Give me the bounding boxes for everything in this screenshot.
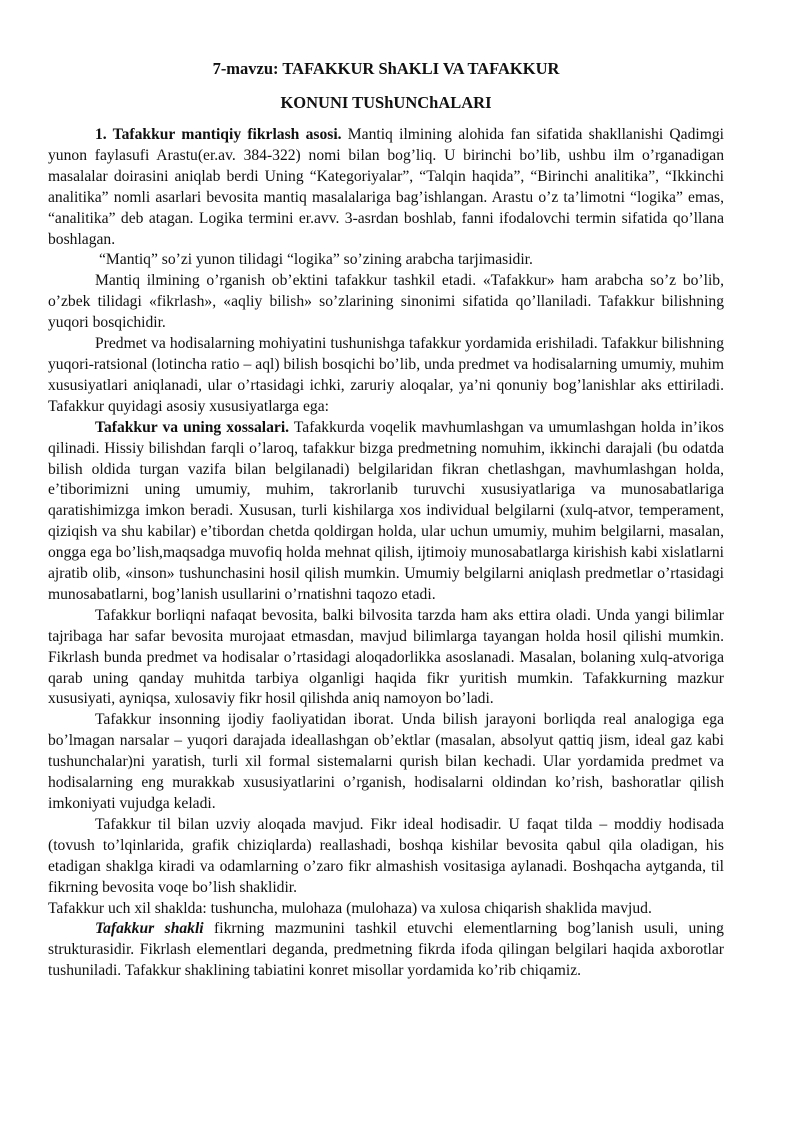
paragraph-7: Tafakkur insonning ijodiy faoliyatidan iborat. Unda bilish jarayoni borliqda real analogiga ega bo’lmagan narsalar – yuqori darajada ideallashgan ob’ektlar (masalan, absolyut qattiq jism, ideal gaz kabi tushunchalar)ni yaratish, turli xil formal sistemalarni qurish bilan kechadi. Ular yordamida predmet va hodisalarning eng murakkab xususiyatlarini o’rganish, hodisalarni oldindan ko’rish, bashoratlar qilish imkoniyati vujudga keladi.: [48, 711, 724, 812]
paragraph-5-text: Tafakkurda voqelik mavhumlashgan va umumlashgan holda in’ikos qilinadi. Hissiy bilishdan farqli o’laroq, tafakkur bizga predmetning nomuhim, ikkinchi darajali (bu odatda bilish oldida turgan vazifa bilan belgilanadi) belgilaridan fikran chetlashgan, mavhumlashgan holda, e’tiborimizni uning umumiy, muhim, takrorlanib turuvchi xususiyatlariga va munosabatlariga qaratishimizga imkon beradi. Xususan, turli kishilarga xos individual belgilarni (xulq-atvor, temperament, qiziqish va shu kabilar) e’tibordan chetda qoldirgan holda, ular uchun umumiy, muhim belgilarni, masalan, ongga ega bo’lish,maqsadga muvofiq holda mehnat qilish, ijtimoiy munosabatlarga kirishish kabi xislatlarni ajratib olib, «inson» tushunchasini hosil qilish mumkin. Umumiy belgilarni aniqlash predmetlar o’rtasidagi munosabatlarni, bog’lanish usullarini o’rnatishni taqozo etadi.: [48, 418, 724, 603]
term-tafakkur-shakli: Tafakkur shakli: [95, 920, 204, 938]
section-heading-2: Tafakkur va uning xossalari.: [95, 418, 290, 436]
paragraph-8: Tafakkur til bilan uzviy aloqada mavjud. Fikr ideal hodisadir. U faqat tilda – moddiy hodisada (tovush to’lqinlarida, grafik chiziqlarda) reallashadi, boshqa kishilar bevosita qabul qila oladigan, his etadigan shaklga kiradi va odamlarning o’zaro fikr almashish vositasiga aylanadi. Boshqacha aytganda, til fikrning bevosita voqe bo’lish shaklidir.: [48, 815, 724, 896]
paragraph-5: [48, 418, 724, 606]
paragraph-2: “Mantiq” so’zi yunon tilidagi “logika” so’zining arabcha tarjimasidir.: [99, 251, 533, 269]
paragraph-1-text: Mantiq ilmining alohida fan sifatida shakllanishi Qadimgi yunon faylasufi Arastu(er.av. 384-322) nomi bilan bog’liq. U birinchi bo’lib, ushbu ilm o’rganadigan masalalar doirasini aniqlab berdi Uning “Kategoriyalar”, “Talqin haqida”, “Birinchi analitika”, “Ikkinchi analitika” nomli asarlari bevosita mantiq masalalariga bag’ishlangan. Arastu o’z ta’limotni “logika” emas, “analitika” deb atagan. Logika termini er.avv. 3-asrdan boshlab, fanni ifodalovchi termin sifatida qo’llana boshlagan.: [48, 126, 724, 248]
title-line-2: KONUNI TUShUNChALARI: [280, 93, 492, 112]
title-line-1: 7-mavzu: TAFAKKUR ShAKLI VA TAFAKKUR: [212, 59, 560, 78]
paragraph-10: [48, 919, 724, 982]
document-page: [48, 58, 724, 982]
paragraph-10-text: fikrning mazmunini tashkil etuvchi elementlarning bog’lanish usuli, uning strukturasidir. Fikrlash elementlari deganda, predmetning fikrda ifoda qilingan belgilari haqida axborotlar tushuniladi. Tafakkur shaklining tabiatini konret misollar yordamida ko’rib chiqamiz.: [48, 920, 724, 980]
paragraph-6: Tafakkur borliqni nafaqat bevosita, balki bilvosita tarzda ham aks ettira oladi. Unda yangi bilimlar tajribaga har safar bevosita murojaat etmasdan, mavjud bilimlarga tayangan holda hosil qilishi mumkin. Fikrlash bunda predmet va hodisalar o’rtasidagi aloqadorlikka asoslanadi. Masalan, bolaning xulq-atvoriga qarab uning qanday muhitda tarbiya olganligi haqida fikr yuritish mumkin. Tafakkurning mazkur xususiyati, ayniqsa, xulosaviy fikr hosil qilishda aniq namoyon bo’ladi.: [48, 606, 724, 708]
section-heading-1: 1. Tafakkur mantiqiy fikrlash asosi.: [95, 126, 342, 143]
paragraph-3: Mantiq ilmining o’rganish ob’ektini tafakkur tashkil etadi. «Tafakkur» ham arabcha so’z bo’lib, o’zbek tilidagi «fikrlash», «aqliy bilish» so’zlarining sinonimi sifatida qo’llaniladi. Tafakkur bilishning yuqori bosqichidir.: [48, 272, 724, 332]
paragraph-4: Predmet va hodisalarning mohiyatini tushunishga tafakkur yordamida erishiladi. Tafakkur bilishning yuqori-ratsional (lotincha ratio – aql) bilish bosqichi bo’lib, unda predmet va hodisalarning umumiy, muhim xususiyatlari aniqlanadi, ular o’rtasidagi ichki, zaruriy aloqalar, ya’ni qonuniy bog’lanishlar aks ettiriladi. Tafakkur quyidagi asosiy xususiyatlarga ega:: [48, 335, 724, 415]
paragraph-9: Tafakkur uch xil shaklda: tushuncha, mulohaza (mulohaza) va xulosa chiqarish shaklida mavjud.: [48, 899, 652, 917]
paragraph-1: [48, 125, 724, 250]
